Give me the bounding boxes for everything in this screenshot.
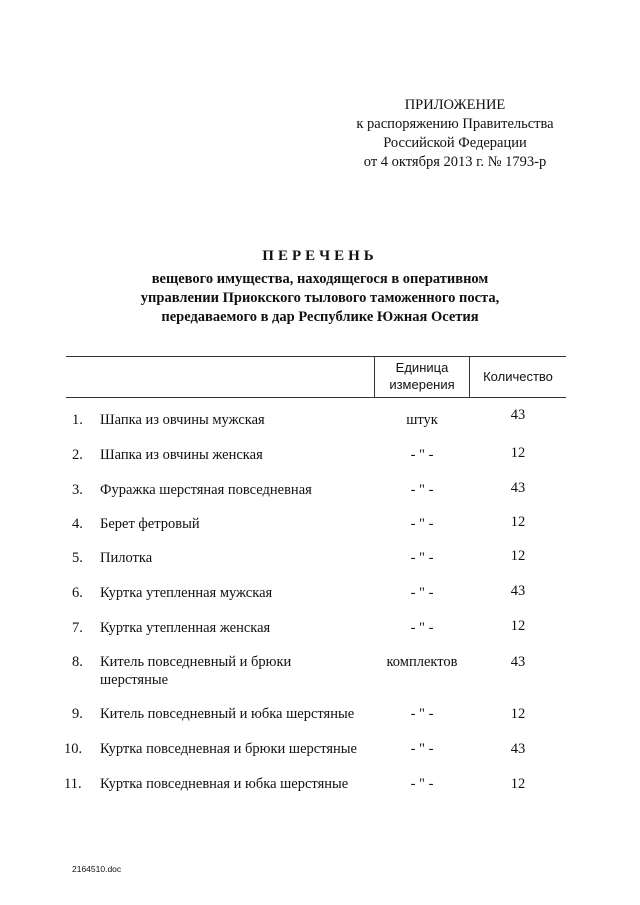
row-unit: - " -: [410, 706, 434, 722]
row-number: 8.: [72, 654, 83, 670]
row-item-name: Шапка из овчины мужская: [100, 412, 265, 428]
row-item-name: Китель повседневный и юбка шерстяные: [100, 706, 355, 722]
row-item-name: Шапка из овчины женская: [100, 447, 263, 463]
row-quantity: 12: [510, 618, 526, 634]
row-unit: - " -: [410, 550, 434, 566]
row-item-name: Берет фетровый: [100, 516, 200, 532]
row-item-name: Куртка утепленная мужская: [100, 585, 273, 601]
row-unit: штук: [406, 412, 438, 428]
file-name-footer: 2164510.doc: [72, 864, 122, 874]
row-number: 2.: [72, 447, 83, 463]
row-number: 11.: [64, 776, 82, 792]
row-quantity: 12: [510, 776, 526, 792]
row-number: 3.: [72, 482, 83, 498]
appendix-block: [300, 96, 610, 172]
row-unit: - " -: [410, 620, 434, 636]
subtitle-line: передаваемого в дар Республике Южная Осетия: [161, 309, 479, 325]
row-quantity: 43: [510, 407, 526, 423]
header-unit-line: Единица: [395, 360, 449, 375]
row-number: 7.: [72, 620, 83, 636]
row-number: 1.: [72, 412, 83, 428]
row-unit: - " -: [410, 776, 434, 792]
row-number: 6.: [72, 585, 83, 601]
row-unit: - " -: [410, 585, 434, 601]
row-unit: комплектов: [386, 654, 458, 670]
row-item-name: Куртка повседневная и юбка шерстяные: [100, 776, 349, 792]
row-quantity: 12: [510, 445, 526, 461]
appendix-heading: ПРИЛОЖЕНИЕ: [404, 97, 506, 113]
appendix-ref-line: к распоряжению Правительства: [356, 116, 554, 132]
header-unit: [375, 359, 469, 393]
row-quantity: 43: [510, 583, 526, 599]
row-unit: - " -: [410, 516, 434, 532]
row-quantity: 12: [510, 548, 526, 564]
header-bottom-rule: [66, 397, 566, 398]
row-quantity: 12: [510, 706, 526, 722]
row-item-name: Пилотка: [100, 550, 153, 566]
subtitle-line: управлении Приокского тылового таможенного поста,: [140, 290, 500, 306]
row-number: 9.: [72, 706, 83, 722]
row-quantity: 43: [510, 480, 526, 496]
row-number: 5.: [72, 550, 83, 566]
row-quantity: 12: [510, 514, 526, 530]
header-unit-line: измерения: [389, 377, 455, 392]
row-number: 4.: [72, 516, 83, 532]
row-quantity: 43: [510, 741, 526, 757]
row-item-name: Куртка повседневная и брюки шерстяные: [100, 741, 357, 757]
row-unit: - " -: [410, 482, 434, 498]
appendix-ref-line: Российской Федерации: [383, 135, 527, 151]
subtitle-line: вещевого имущества, находящегося в оперативном: [151, 271, 489, 287]
row-unit: - " -: [410, 741, 434, 757]
row-quantity: 43: [510, 654, 526, 670]
row-number: 10.: [64, 741, 83, 757]
row-item-name: Китель повседневный и брюки шерстяные: [100, 654, 292, 688]
document-title: ПЕРЕЧЕНЬ: [262, 248, 378, 264]
header-top-rule: [66, 356, 566, 357]
row-unit: - " -: [410, 447, 434, 463]
header-quantity: Количество: [483, 369, 553, 384]
document-subtitle: [0, 270, 640, 327]
row-item-name: Куртка утепленная женская: [100, 620, 271, 636]
row-item-name: Фуражка шерстяная повседневная: [100, 482, 312, 498]
appendix-date-number: от 4 октября 2013 г. № 1793-р: [363, 154, 547, 170]
